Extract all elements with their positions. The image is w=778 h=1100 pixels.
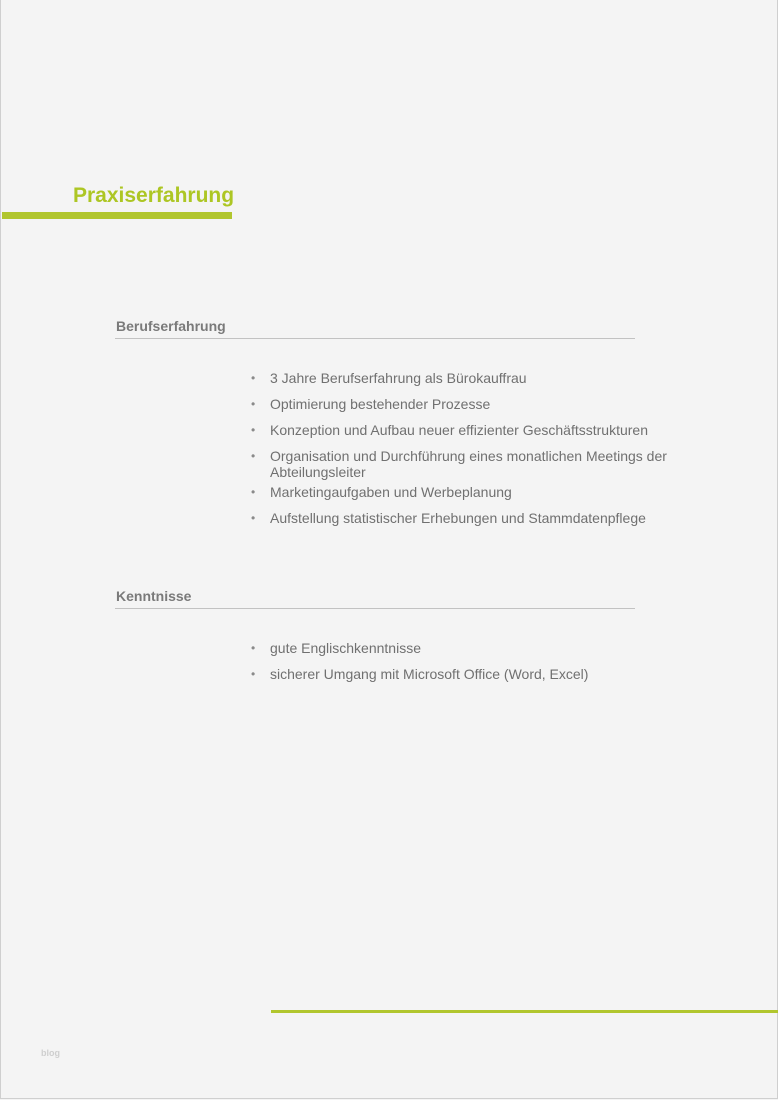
list-item: • Konzeption und Aufbau neuer effizienter Geschäftsstrukturen xyxy=(251,422,648,438)
title-accent-bar xyxy=(2,212,232,219)
bullet-icon: • xyxy=(251,511,256,525)
list-item: • Organisation und Durchführung eines monatlichen Meetings der Abteilungsleiter xyxy=(251,448,667,480)
bullet-icon: • xyxy=(251,485,256,499)
section-heading-berufserfahrung: Berufserfahrung xyxy=(116,318,226,334)
list-item: • Marketingaufgaben und Werbeplanung xyxy=(251,484,512,500)
bullet-icon: • xyxy=(251,449,256,463)
bullet-icon: • xyxy=(251,423,256,437)
berufserfahrung-list xyxy=(251,370,671,536)
list-item: • Aufstellung statistischer Erhebungen und Stammdatenpflege xyxy=(251,510,646,526)
section-divider xyxy=(115,338,635,339)
list-item: • sicherer Umgang mit Microsoft Office (Word, Excel) xyxy=(251,666,589,682)
bullet-icon: • xyxy=(251,397,256,411)
kenntnisse-list xyxy=(251,640,671,692)
bullet-icon: • xyxy=(251,371,256,385)
list-item: • Optimierung bestehender Prozesse xyxy=(251,396,491,412)
footer-accent-bar xyxy=(271,1010,778,1013)
section-heading-kenntnisse: Kenntnisse xyxy=(116,588,192,604)
footer-watermark: blog xyxy=(41,1048,60,1058)
section-divider xyxy=(115,608,635,609)
bullet-icon: • xyxy=(251,641,256,655)
list-item: • gute Englischkenntnisse xyxy=(251,640,421,656)
bullet-icon: • xyxy=(251,667,256,681)
page-title: Praxiserfahrung xyxy=(73,184,235,207)
list-item: • 3 Jahre Berufserfahrung als Bürokauffrau xyxy=(251,370,527,386)
